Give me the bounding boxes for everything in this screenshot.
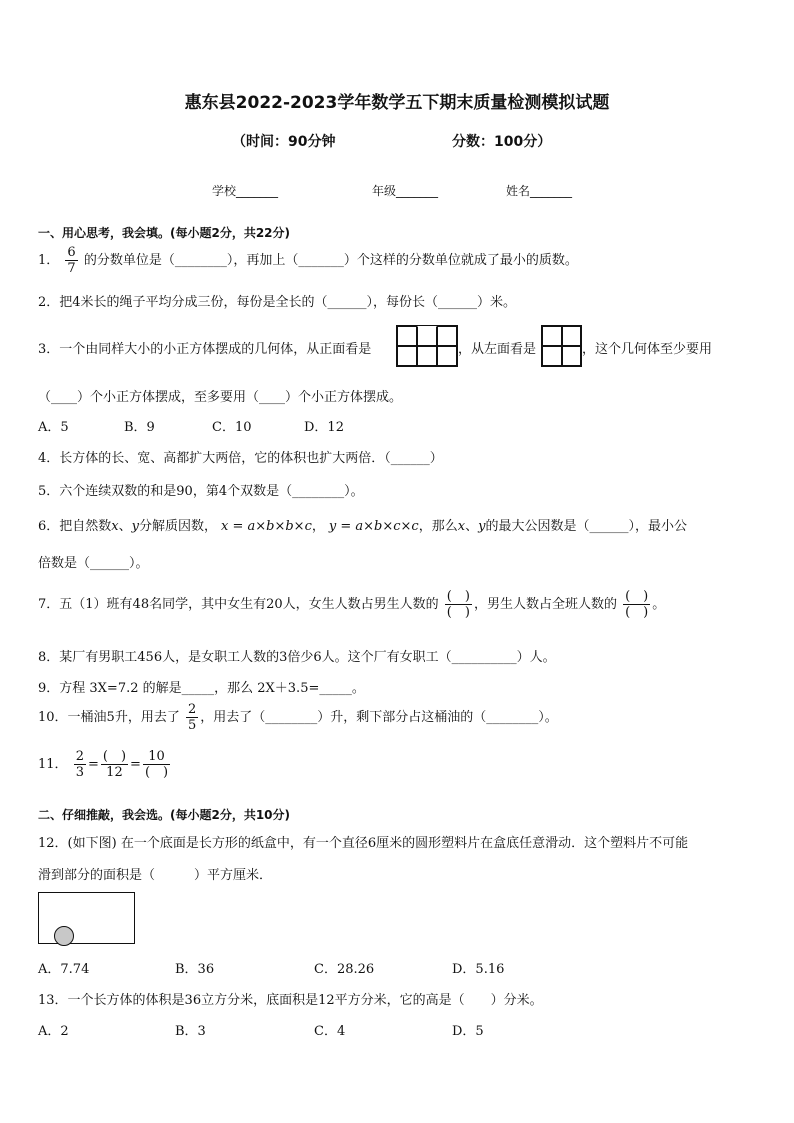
text: 、 <box>118 519 132 534</box>
question-11 <box>38 750 172 779</box>
numerator: 10 <box>148 749 165 764</box>
question-7 <box>38 590 665 619</box>
question-number: 11． <box>38 757 68 772</box>
fraction-blank <box>445 590 472 619</box>
front-view-diagram <box>396 325 458 367</box>
numerator: 2 <box>187 702 197 717</box>
denominator: 12 <box>106 765 123 780</box>
question-3-mid: ，从左面看是 <box>458 342 537 357</box>
page-title: 惠东县2022-2023学年数学五下期末质量检测模拟试题 <box>184 93 610 113</box>
text: ，男生人数占全班人数的 <box>473 597 617 612</box>
fraction <box>65 246 77 275</box>
numerator: 2 <box>75 749 84 764</box>
fraction-blank <box>623 590 650 619</box>
numerator: ( ) <box>625 589 649 604</box>
section-2-heading: 二、仔细推敲，我会选。(每小题2分，共10分) <box>38 808 291 822</box>
equals-sign: = <box>130 757 141 772</box>
var-x: x <box>111 519 119 534</box>
fraction <box>101 750 128 779</box>
circle-disc <box>54 926 74 946</box>
question-6-line-1 <box>38 515 687 534</box>
question-8: 8．某厂有男职工456人，是女职工人数的3倍少6人。这个厂有女职工（__________）人。 <box>38 650 556 665</box>
fraction <box>186 703 198 732</box>
var-y: y <box>478 519 486 534</box>
denominator: 7 <box>67 261 76 276</box>
exam-score: 分数：100分） <box>452 134 552 150</box>
question-13: 13．一个长方体的体积是36立方分米，底面积是12平方分米，它的高是（ ）分米。 <box>38 993 543 1008</box>
option-b[interactable]: B．3 <box>175 1024 206 1039</box>
option-d[interactable]: D．12 <box>304 420 344 435</box>
text: 。 <box>652 597 666 612</box>
text: ，用去了（________）升，剩下部分占这桶油的（________）。 <box>200 710 558 725</box>
section-1-heading: 一、用心思考，我会填。(每小题2分，共22分) <box>38 226 291 240</box>
question-1 <box>38 246 578 275</box>
text: 、 <box>465 519 479 534</box>
question-number: 1． <box>38 253 60 268</box>
denominator: 3 <box>75 765 84 780</box>
name-field: 姓名_______ <box>506 184 573 198</box>
question-12-line-2: 滑到部分的面积是（ ）平方厘米． <box>38 868 273 883</box>
denominator: 5 <box>187 718 197 733</box>
fraction <box>74 750 86 779</box>
expression-y: y = a×b×c×c <box>328 519 419 534</box>
numerator: ( ) <box>446 589 470 604</box>
question-12-line-1: 12．(如下图) 在一个底面是长方形的纸盒中，有一个直径6厘米的圆形塑料片在盒底任意滑动．这个塑料片不可能 <box>38 836 689 851</box>
text: 分解质因数， <box>139 519 218 534</box>
question-6-line-2: 倍数是（______）。 <box>38 556 149 571</box>
option-a[interactable]: A．5 <box>38 420 69 435</box>
option-c[interactable]: C．28.26 <box>314 962 375 977</box>
question-3-line-1 <box>38 338 371 357</box>
school-field: 学校_______ <box>212 184 279 198</box>
grade-field: 年级_______ <box>372 184 439 198</box>
exam-time: （时间：90分钟 <box>232 134 336 150</box>
question-text: 的分数单位是（________），再加上（_______）个这样的分数单位就成了最小的质数。 <box>83 253 578 268</box>
question-text: 3．一个由同样大小的小正方体摆成的几何体，从正面看是 <box>38 342 372 357</box>
question-9: 9．方程 3X=7.2 的解是_____，那么 2X＋3.5=_____。 <box>38 681 365 696</box>
text: 的最大公因数是（______），最小公 <box>485 519 687 534</box>
question-2: 2．把4米长的绳子平均分成三份，每份是全长的（______），每份长（______）米。 <box>38 295 517 310</box>
expression-x: x = a×b×b×c <box>221 519 312 534</box>
denominator: ( ) <box>625 605 649 620</box>
option-a[interactable]: A．2 <box>38 1024 69 1039</box>
text: 7．五（1）班有48名同学，其中女生有20人，女生人数占男生人数的 <box>38 597 439 612</box>
question-10 <box>38 703 558 732</box>
option-b[interactable]: B．9 <box>124 420 155 435</box>
left-view-diagram <box>541 325 582 367</box>
fraction <box>143 750 170 779</box>
numerator: 6 <box>67 245 76 260</box>
question-3-end: ，这个几何体至少要用 <box>582 342 713 357</box>
question-3-line-2: （____）个小正方体摆成，至多要用（____）个小正方体摆成。 <box>38 390 403 405</box>
option-d[interactable]: D．5 <box>452 1024 484 1039</box>
var-x: x <box>457 519 466 534</box>
equals-sign: = <box>87 757 99 772</box>
question-5: 5．六个连续双数的和是90，第4个双数是（________）。 <box>38 484 364 499</box>
question-4: 4．长方体的长、宽、高都扩大两倍，它的体积也扩大两倍．（______） <box>38 451 443 466</box>
text: 6．把自然数 <box>38 519 112 534</box>
option-b[interactable]: B．36 <box>175 962 215 977</box>
option-d[interactable]: D．5.16 <box>452 962 505 977</box>
numerator: ( ) <box>102 749 127 764</box>
option-c[interactable]: C．4 <box>314 1024 346 1039</box>
var-y: y <box>131 519 139 534</box>
text: 10．一桶油5升，用去了 <box>38 710 180 725</box>
option-c[interactable]: C．10 <box>212 420 252 435</box>
denominator: ( ) <box>144 765 169 780</box>
box-diagram <box>38 892 135 944</box>
text: ， <box>311 519 325 534</box>
text: ，那么 <box>418 519 458 534</box>
option-a[interactable]: A．7.74 <box>38 962 90 977</box>
denominator: ( ) <box>446 605 470 620</box>
